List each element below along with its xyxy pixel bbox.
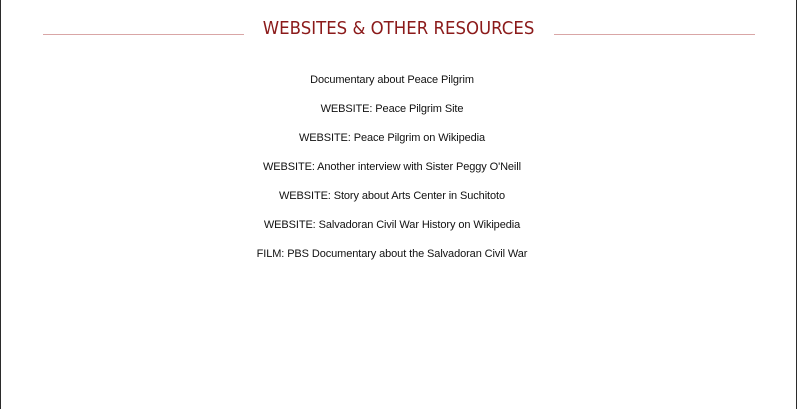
- resource-links-list: [1, 70, 783, 273]
- list-item: [1, 99, 783, 128]
- resource-link-suchitoto-arts-center[interactable]: WEBSITE: Story about Arts Center in Suchitoto: [279, 190, 505, 202]
- list-item: [1, 215, 783, 244]
- resource-link-peace-pilgrim-wikipedia[interactable]: WEBSITE: Peace Pilgrim on Wikipedia: [298, 132, 485, 144]
- resource-link-peace-pilgrim-site[interactable]: WEBSITE: Peace Pilgrim Site: [320, 103, 464, 115]
- list-item: [1, 244, 783, 273]
- resource-link-salvadoran-war-wikipedia[interactable]: WEBSITE: Salvadoran Civil War History on Wikipedia: [263, 219, 521, 231]
- list-item: [1, 157, 783, 186]
- resource-link-pbs-documentary[interactable]: FILM: PBS Documentary about the Salvadoran Civil War: [256, 248, 528, 260]
- resource-link-peace-pilgrim-documentary[interactable]: Documentary about Peace Pilgrim: [310, 74, 474, 86]
- section-header: [43, 14, 755, 44]
- header-rule-right: [554, 34, 755, 35]
- section-title: WEBSITES & OTHER RESOURCES: [263, 18, 535, 39]
- header-rule-left: [43, 34, 244, 35]
- list-item: [1, 128, 783, 157]
- list-item: [1, 70, 783, 99]
- resource-link-peggy-oneill-interview[interactable]: WEBSITE: Another interview with Sister Peggy O'Neill: [263, 161, 521, 173]
- list-item: [1, 186, 783, 215]
